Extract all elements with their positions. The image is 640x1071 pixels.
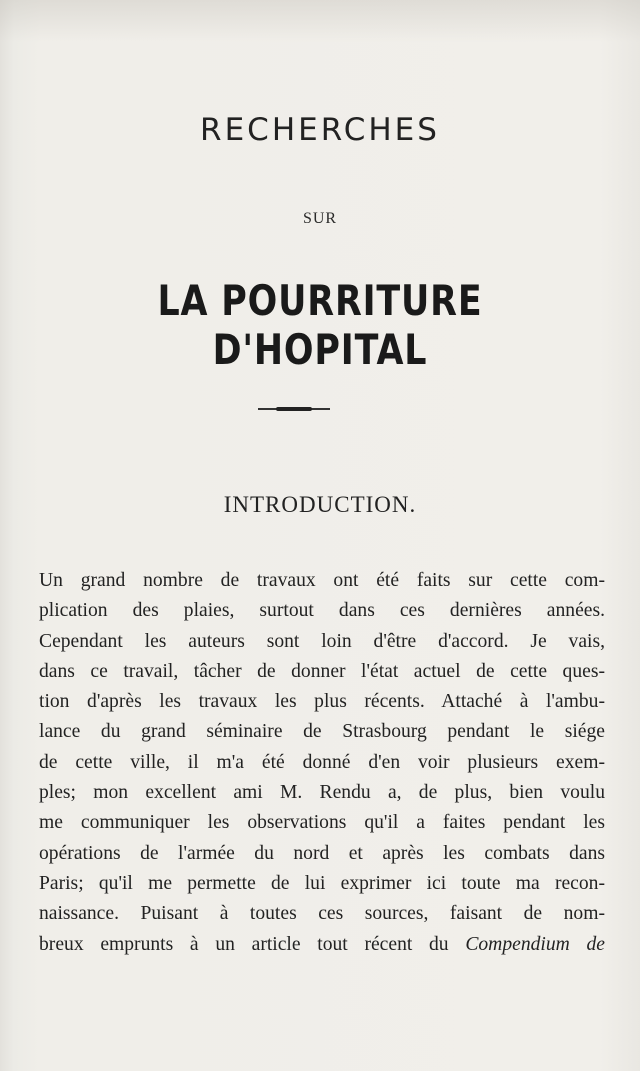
document-subtitle: SUR xyxy=(302,210,338,227)
page-edge-shadow xyxy=(0,0,640,42)
body-line: tion d'après les travaux les plus récents. Attaché à l'ambu- xyxy=(39,691,605,713)
body-line: naissance. Puisant à toutes ces sources, faisant de nom- xyxy=(39,903,605,925)
body-line: dans ce travail, tâcher de donner l'état actuel de cette ques- xyxy=(39,660,605,682)
body-line: Paris; qu'il me permette de lui exprimer ici toute ma recon- xyxy=(39,872,605,894)
body-line: opérations de l'armée du nord et après les combats dans xyxy=(39,842,605,864)
body-line-last xyxy=(39,930,605,960)
body-line-last-text: breux emprunts à un article tout récent du xyxy=(39,933,466,955)
body-line: lance du grand séminaire de Strasbourg pendant le siége xyxy=(39,721,605,743)
document-main-title: LA POURRITURE D'HOPITAL xyxy=(157,276,483,374)
body-line: ples; mon excellent ami M. Rendu a, de plus, bien voulu xyxy=(39,782,605,804)
body-line: de cette ville, il m'a été donné d'en voir plusieurs exem- xyxy=(39,751,605,773)
document-title: RECHERCHES xyxy=(200,112,440,148)
body-line: Un grand nombre de travaux ont été faits sur cette com- xyxy=(39,570,605,591)
body-paragraph xyxy=(39,566,605,960)
body-line: me communiquer les observations qu'il a faites pendant les xyxy=(39,812,605,834)
section-heading: INTRODUCTION. xyxy=(223,492,417,517)
italic-title-text: Compendium de xyxy=(465,933,606,955)
body-line: plication des plaies, surtout dans ces dernières années. xyxy=(39,600,605,622)
decorative-rule xyxy=(258,408,330,410)
body-line: Cependant les auteurs sont loin d'être d'accord. Je vais, xyxy=(39,630,605,652)
